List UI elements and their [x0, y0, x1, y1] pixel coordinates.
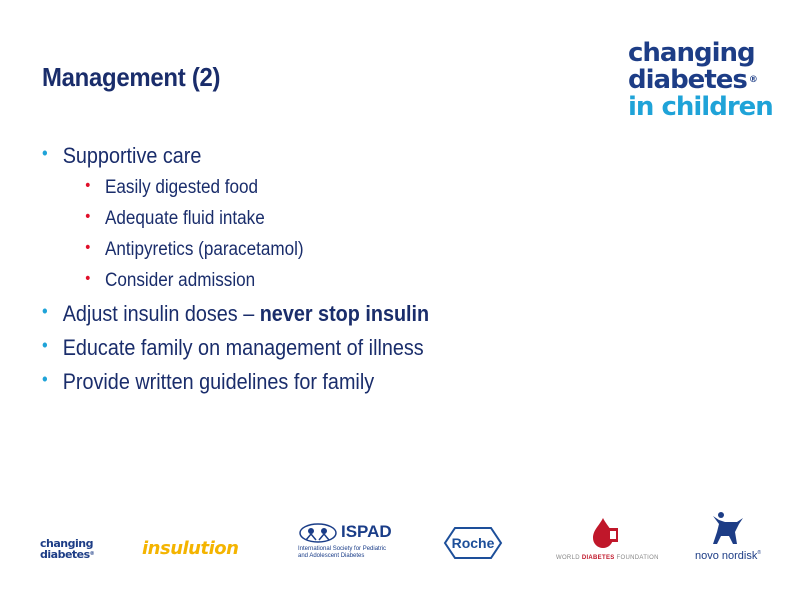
ispad-subtitle-line-2: and Adolescent Diabetes [298, 553, 365, 559]
novo-nordisk-logo [695, 510, 765, 570]
sub-bullet-item [42, 239, 672, 270]
registered-mark: ® [748, 75, 757, 85]
sub-bullet-dot-icon: • [85, 208, 91, 225]
sub-bullet-dot-icon: • [85, 239, 91, 256]
logo-line-2-text: diabetes [628, 65, 747, 95]
bullet-text: Supportive care [62, 143, 202, 168]
sub-bullet-text: Easily digested food [105, 177, 259, 198]
cd-line-2-text: diabetes [40, 548, 90, 561]
bullet-text: Provide written guidelines for family [62, 369, 375, 394]
ispad-name: ISPAD [341, 522, 392, 541]
ispad-subtitle-line-1: International Society for Pediatric [298, 546, 387, 552]
bullet-item [42, 143, 672, 177]
wdf-name [556, 555, 659, 561]
sub-bullet-dot-icon: • [85, 270, 91, 287]
bullet-item [42, 301, 672, 335]
bullet-text: Adjust insulin doses – [62, 301, 260, 326]
roche-hexagon-icon [443, 526, 503, 560]
ispad-emblem-icon [298, 522, 338, 544]
registered-mark: ® [757, 550, 762, 556]
insulution-logo: insulution [142, 538, 239, 559]
changing-diabetes-in-children-logo [628, 40, 773, 121]
bullet-list [42, 143, 742, 403]
cd-line-2 [40, 549, 94, 560]
sponsor-logos [0, 508, 800, 578]
sub-bullet-text: Antipyretics (paracetamol) [105, 239, 304, 260]
bullet-dot-icon: • [42, 143, 48, 163]
bullet-text-emphasis: never stop insulin [259, 301, 430, 326]
slide-title: Management (2) [42, 62, 221, 92]
wdf-suffix: FOUNDATION [614, 555, 659, 561]
bullet-item [42, 335, 672, 369]
bullet-dot-icon: • [42, 369, 48, 389]
sub-bullet-item [42, 208, 672, 239]
changing-diabetes-logo [40, 538, 94, 560]
sub-bullet-dot-icon: • [85, 177, 91, 194]
cd-line-1: changing [40, 537, 93, 550]
apis-bull-icon [707, 510, 747, 548]
ispad-subtitle [298, 546, 398, 560]
roche-text: Roche [451, 535, 495, 551]
bullet-text: Educate family on management of illness [62, 335, 424, 360]
wdf-drop-icon [591, 516, 621, 550]
sub-bullet-text: Consider admission [105, 270, 256, 291]
logo-line-1: changing [628, 38, 755, 68]
novo-nordisk-text: novo nordisk [695, 550, 758, 562]
bullet-dot-icon: • [42, 301, 48, 321]
bullet-dot-icon: • [42, 335, 48, 355]
roche-logo [443, 526, 503, 565]
logo-line-3: in children [628, 92, 773, 122]
world-diabetes-foundation-logo [556, 516, 659, 571]
wdf-bold: DIABETES [581, 555, 615, 561]
sub-bullet-item [42, 177, 672, 208]
registered-mark: ® [89, 551, 95, 557]
logo-line-2 [628, 67, 773, 94]
ispad-logo [298, 522, 398, 562]
novo-nordisk-name [695, 550, 761, 562]
wdf-prefix: WORLD [556, 555, 582, 561]
bullet-item [42, 369, 672, 403]
sub-bullet-item [42, 270, 672, 301]
sub-bullet-text: Adequate fluid intake [105, 208, 265, 229]
